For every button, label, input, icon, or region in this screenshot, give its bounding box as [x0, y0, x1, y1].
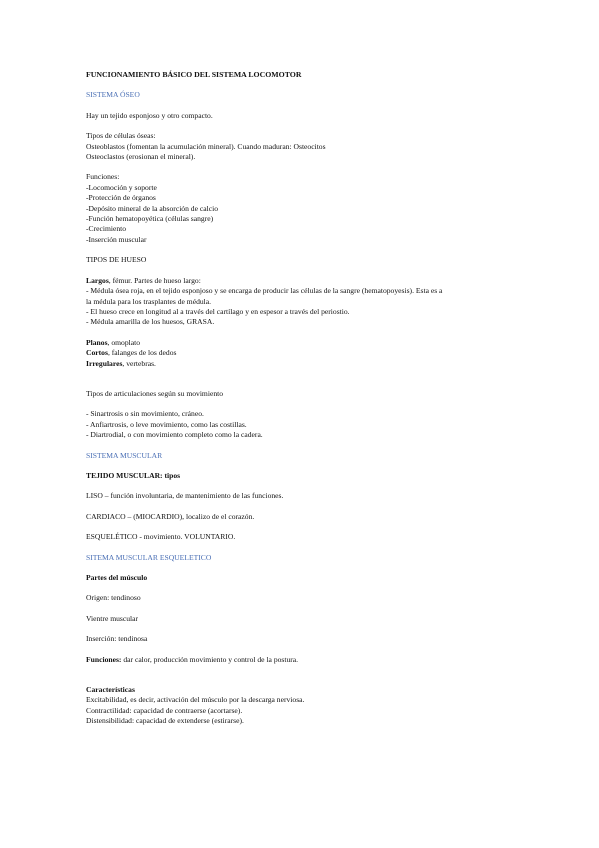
planos-label: Planos — [86, 337, 108, 347]
cortos-label: Cortos — [86, 348, 108, 358]
vientre-text: Vientre muscular — [86, 613, 139, 623]
list-item: -Inserción muscular — [86, 234, 147, 244]
list-item: Distensibilidad: capacidad de extenderse (estirarse). — [86, 716, 244, 726]
largos-label: Largos — [86, 275, 109, 285]
planos-text: , omoplato — [107, 337, 141, 347]
planos-line — [86, 338, 526, 348]
cells-line: Osteoclastos (erosionan el mineral). — [86, 152, 196, 162]
largos-detail: - Médula ósea roja, en el tejido esponjoso y se encarga de producir las células de la sangre (hematopoyesis). Esta es a — [86, 286, 443, 296]
cells-line: Osteoblastos (fomentan la acumulación mineral). Cuando maduran: Osteocitos — [86, 141, 326, 151]
list-item: -Función hematopoyética (células sangre) — [86, 214, 214, 224]
cortos-text: , falanges de los dedos — [107, 348, 177, 358]
section-heading-esqueletico: SITEMA MUSCULAR ESQUELETICO — [86, 552, 212, 562]
caracteristicas-heading-text: Características — [86, 685, 135, 695]
intro-text: Hay un tejido esponjoso y otro compacto. — [86, 110, 213, 120]
tejido-heading — [86, 471, 526, 481]
liso-text: LISO – función involuntaria, de mantenimiento de las funciones. — [86, 491, 284, 501]
list-item: -Crecimiento — [86, 224, 127, 234]
partes-heading-text: Partes del músculo — [86, 573, 148, 582]
tipos-hueso-heading: TIPOS DE HUESO — [86, 255, 147, 265]
funciones-heading: Funciones: — [86, 172, 120, 182]
articulaciones-heading: Tipos de articulaciones según su movimiento — [86, 388, 224, 398]
largos-line — [86, 276, 526, 286]
list-item: -Locomoción y soporte — [86, 182, 157, 192]
tejido-heading-text: TEJIDO MUSCULAR: tipos — [86, 470, 181, 480]
list-item: - Sinartrosis o sin movimiento, cráneo. — [86, 409, 204, 419]
document-title: FUNCIONAMIENTO BÁSICO DEL SISTEMA LOCOMOTOR — [86, 70, 302, 79]
list-item: - Anfiartrosis, o leve movimiento, como las costillas. — [86, 419, 247, 429]
funciones-musculo-line — [86, 655, 526, 665]
section-heading-oseo: SISTEMA ÓSEO — [86, 90, 140, 100]
largos-detail: - El hueso crece en longitud al a través del cartílago y en espesor a través del periostio. — [86, 306, 350, 316]
insercion-text: Inserción: tendinosa — [86, 634, 148, 644]
largos-text: , fémur. Partes de hueso largo: — [108, 275, 201, 285]
irregulares-line — [86, 359, 526, 369]
list-item: - Diartrodial, o con movimiento completo como la cadera. — [86, 430, 263, 440]
list-item: Contractilidad: capacidad de contraerse (acortarse). — [86, 705, 243, 715]
cortos-line — [86, 348, 526, 358]
partes-heading — [86, 573, 526, 583]
funciones-musculo-label: Funciones: — [86, 654, 122, 664]
cells-heading: Tipos de células óseas: — [86, 131, 156, 141]
irregulares-text: , vertebras. — [122, 358, 156, 368]
irregulares-label: Irregulares — [86, 358, 123, 368]
document-page — [86, 70, 526, 727]
origen-text: Origen: tendinoso — [86, 593, 141, 603]
section-heading-muscular: SISTEMA MUSCULAR — [86, 450, 163, 460]
largos-detail: la médula para los trasplantes de médula. — [86, 296, 212, 306]
list-item: -Protección de órganos — [86, 193, 156, 203]
funciones-musculo-text: dar calor, producción movimiento y control de la postura. — [121, 654, 299, 664]
list-item: Excitabilidad, es decir, activación del músculo por la descarga nerviosa. — [86, 695, 305, 705]
cardiaco-text: CARDIACO – (MIOCARDIO), localizo de el corazón. — [86, 511, 255, 521]
caracteristicas-heading — [86, 685, 526, 695]
largos-detail: - Médula amarilla de los huesos, GRASA. — [86, 317, 215, 327]
list-item: -Depósito mineral de la absorción de calcio — [86, 203, 218, 213]
esqueletico-text: ESQUELÉTICO - movimiento. VOLUNTARIO. — [86, 532, 236, 542]
